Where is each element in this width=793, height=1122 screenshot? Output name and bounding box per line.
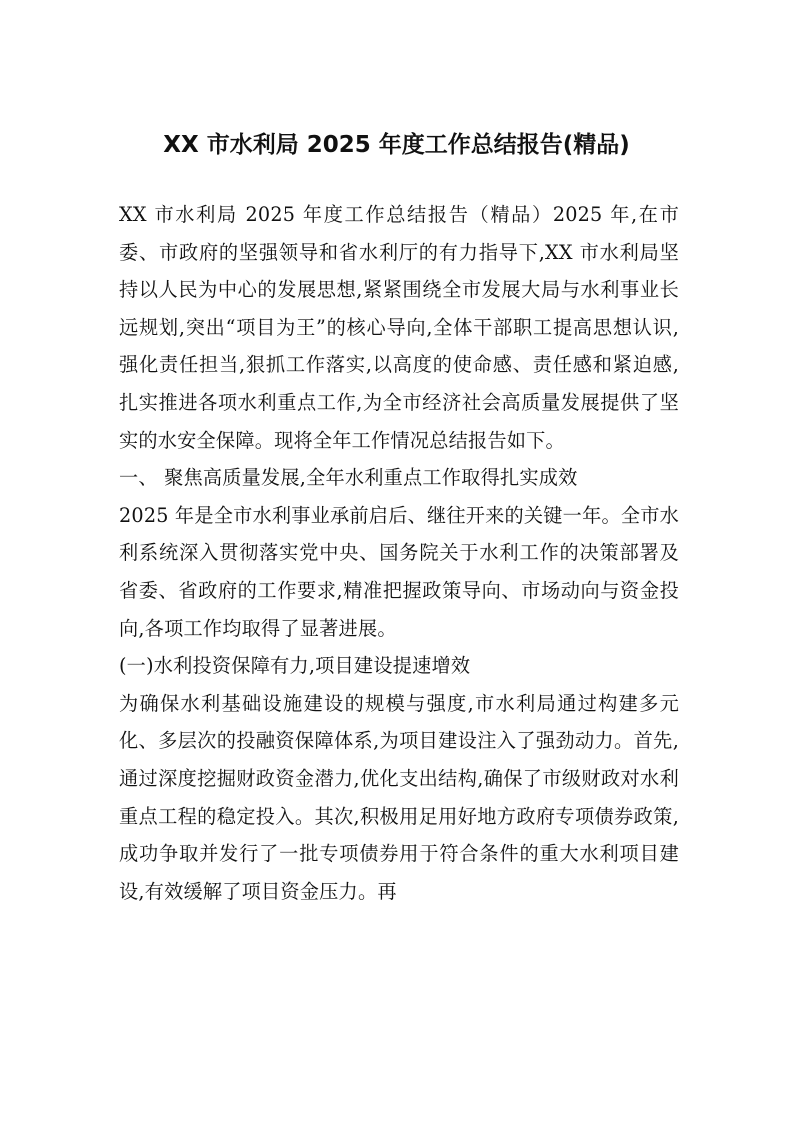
- intro-paragraph: XX 市水利局 2025 年度工作总结报告（精品）2025 年,在市委、市政府的坚强领导和省水利厅的有力指导下,XX 市水利局坚持以人民为中心的发展思想,紧紧围绕全市发展大局与水利事业长远规划,突出“项目为王”的核心导向,全体干部职工提高思想认识,强化责任担当,狠抓工作落实,以高度的使命感、责任感和紧迫感,扎实推进各项水利重点工作,为全市经济社会高质量发展提供了坚实的水安全保障。现将全年工作情况总结报告如下。: [119, 203, 679, 452]
- subsection-heading-1: (一)水利投资保障有力,项目建设提速增效: [119, 654, 471, 678]
- section-heading-1: 一、 聚焦高质量发展,全年水利重点工作取得扎实成效: [119, 466, 578, 490]
- document-title: XX 市水利局 2025 年度工作总结报告(精品): [163, 132, 630, 158]
- section-1-paragraph: 2025 年是全市水利事业承前启后、继往开来的关键一年。全市水利系统深入贯彻落实党中央、国务院关于水利工作的决策部署及省委、省政府的工作要求,精准把握政策导向、市场动向与资金投向,各项工作均取得了显著进展。: [119, 503, 680, 640]
- subsection-1-paragraph: 为确保水利基础设施建设的规模与强度,市水利局通过构建多元化、多层次的投融资保障体系,为项目建设注入了强劲动力。首先,通过深度挖掘财政资金潜力,优化支出结构,确保了市级财政对水利重点工程的稳定投入。其次,积极用足用好地方政府专项债券政策,成功争取并发行了一批专项债券用于符合条件的重大水利项目建设,有效缓解了项目资金压力。再: [119, 691, 679, 903]
- document-body: [119, 196, 679, 910]
